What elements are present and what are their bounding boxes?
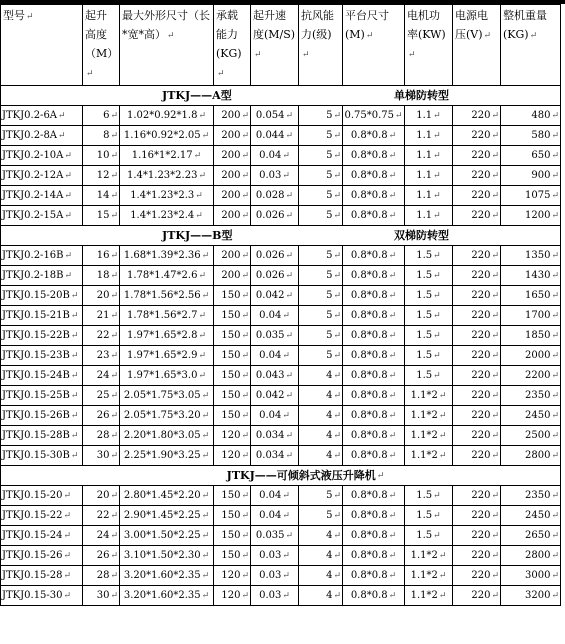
cell-wind-resistance: 5↵ <box>299 506 343 526</box>
section-title: JTKJ——B型 <box>162 228 233 242</box>
cell-wind-resistance: 4↵ <box>299 526 343 546</box>
cell-weight: 2000↵ <box>501 346 561 366</box>
cell-load-capacity: 200↵ <box>214 206 251 226</box>
col-header-lift-speed: 起升速度(M/S)↵ <box>251 5 299 86</box>
cell-load-capacity: 150↵ <box>214 406 251 426</box>
cell-load-capacity: 200↵ <box>214 246 251 266</box>
cell-lift-height: 10↵ <box>83 146 120 166</box>
table-row <box>1 166 561 186</box>
cell-motor-power: 1.1*2↵ <box>405 446 453 466</box>
cell-platform-size: 0.8*0.8↵ <box>343 506 405 526</box>
cell-dimensions: 1.97*1.65*3.0↵ <box>120 366 214 386</box>
cell-wind-resistance: 4↵ <box>299 366 343 386</box>
cell-platform-size: 0.75*0.75↵ <box>343 106 405 126</box>
cell-lift-speed: 0.042↵ <box>251 386 299 406</box>
cell-lift-speed: 0.03↵ <box>251 586 299 606</box>
cell-platform-size: 0.8*0.8↵ <box>343 546 405 566</box>
cell-lift-speed: 0.04↵ <box>251 406 299 426</box>
cell-model: JTKJ0.15-26↵ <box>1 546 83 566</box>
cell-lift-height: 30↵ <box>83 446 120 466</box>
cell-voltage: 220↵ <box>453 206 501 226</box>
cell-model: JTKJ0.15-21B↵ <box>1 306 83 326</box>
cell-weight: 480↵ <box>501 106 561 126</box>
cell-lift-speed: 0.03↵ <box>251 546 299 566</box>
cell-wind-resistance: 5↵ <box>299 326 343 346</box>
col-header-motor-power: 电机功率(KW)↵ <box>405 5 453 86</box>
cell-wind-resistance: 4↵ <box>299 446 343 466</box>
cell-weight: 2450↵ <box>501 406 561 426</box>
cell-platform-size: 0.8*0.8↵ <box>343 566 405 586</box>
section-title-cell <box>1 86 561 106</box>
cell-voltage: 220↵ <box>453 346 501 366</box>
cell-load-capacity: 150↵ <box>214 286 251 306</box>
cell-motor-power: 1.1*2↵ <box>405 586 453 606</box>
table-row <box>1 406 561 426</box>
cell-lift-speed: 0.035↵ <box>251 326 299 346</box>
cell-weight: 3000↵ <box>501 566 561 586</box>
cell-motor-power: 1.1*2↵ <box>405 546 453 566</box>
cell-lift-speed: 0.04↵ <box>251 146 299 166</box>
cell-load-capacity: 200↵ <box>214 126 251 146</box>
table-row <box>1 586 561 606</box>
cell-dimensions: 1.16*0.92*2.05↵ <box>120 126 214 146</box>
section-header-row <box>1 466 561 486</box>
cell-weight: 1430↵ <box>501 266 561 286</box>
cell-lift-speed: 0.054↵ <box>251 106 299 126</box>
cell-motor-power: 1.1*2↵ <box>405 426 453 446</box>
cell-voltage: 220↵ <box>453 146 501 166</box>
cell-lift-speed: 0.04↵ <box>251 306 299 326</box>
cell-weight: 2350↵ <box>501 486 561 506</box>
cell-dimensions: 1.97*1.65*2.9↵ <box>120 346 214 366</box>
cell-lift-height: 26↵ <box>83 406 120 426</box>
cell-dimensions: 2.90*1.45*2.25↵ <box>120 506 214 526</box>
cell-dimensions: 2.05*1.75*3.20↵ <box>120 406 214 426</box>
cell-voltage: 220↵ <box>453 166 501 186</box>
cell-dimensions: 3.20*1.60*2.35↵ <box>120 566 214 586</box>
cell-voltage: 220↵ <box>453 446 501 466</box>
cell-wind-resistance: 4↵ <box>299 406 343 426</box>
cell-dimensions: 1.78*1.47*2.6↵ <box>120 266 214 286</box>
cell-lift-speed: 0.042↵ <box>251 286 299 306</box>
cell-model: JTKJ0.15-20B↵ <box>1 286 83 306</box>
table-row <box>1 506 561 526</box>
cell-load-capacity: 150↵ <box>214 346 251 366</box>
cell-weight: 1850↵ <box>501 326 561 346</box>
cell-load-capacity: 150↵ <box>214 326 251 346</box>
col-header-platform-size: 平台尺寸(M)↵ <box>343 5 405 86</box>
cell-dimensions: 1.68*1.39*2.36↵ <box>120 246 214 266</box>
cell-platform-size: 0.8*0.8↵ <box>343 586 405 606</box>
col-header-load-capacity: 承载能力(KG)↵ <box>214 5 251 86</box>
cell-lift-height: 16↵ <box>83 246 120 266</box>
cell-wind-resistance: 5↵ <box>299 346 343 366</box>
cell-voltage: 220↵ <box>453 426 501 446</box>
cell-voltage: 220↵ <box>453 326 501 346</box>
cell-weight: 1700↵ <box>501 306 561 326</box>
cell-dimensions: 1.4*1.23*2.3↵ <box>120 186 214 206</box>
cell-voltage: 220↵ <box>453 306 501 326</box>
table-row <box>1 306 561 326</box>
cell-lift-height: 8↵ <box>83 126 120 146</box>
cell-lift-speed: 0.043↵ <box>251 366 299 386</box>
cell-voltage: 220↵ <box>453 386 501 406</box>
cell-voltage: 220↵ <box>453 506 501 526</box>
cell-lift-height: 23↵ <box>83 346 120 366</box>
spec-table-body <box>1 5 561 606</box>
cell-motor-power: 1.1↵ <box>405 166 453 186</box>
cell-model: JTKJ0.15-25B↵ <box>1 386 83 406</box>
cell-wind-resistance: 5↵ <box>299 166 343 186</box>
cell-voltage: 220↵ <box>453 366 501 386</box>
cell-lift-speed: 0.04↵ <box>251 506 299 526</box>
cell-lift-height: 24↵ <box>83 526 120 546</box>
cell-motor-power: 1.1↵ <box>405 106 453 126</box>
cell-model: JTKJ0.15-30↵ <box>1 586 83 606</box>
cell-model: JTKJ0.15-24↵ <box>1 526 83 546</box>
cell-motor-power: 1.1↵ <box>405 146 453 166</box>
cell-lift-speed: 0.026↵ <box>251 206 299 226</box>
table-row <box>1 426 561 446</box>
cell-wind-resistance: 5↵ <box>299 126 343 146</box>
cell-weight: 1075↵ <box>501 186 561 206</box>
col-header-model: 型号↵ <box>1 5 83 86</box>
cell-lift-speed: 0.03↵ <box>251 566 299 586</box>
cell-load-capacity: 200↵ <box>214 146 251 166</box>
cell-load-capacity: 150↵ <box>214 506 251 526</box>
cell-lift-speed: 0.035↵ <box>251 526 299 546</box>
cell-lift-speed: 0.034↵ <box>251 446 299 466</box>
cell-dimensions: 2.20*1.80*3.05↵ <box>120 426 214 446</box>
cell-model: JTKJ0.2-8A↵ <box>1 126 83 146</box>
cell-model: JTKJ0.2-15A↵ <box>1 206 83 226</box>
cell-voltage: 220↵ <box>453 486 501 506</box>
cell-load-capacity: 120↵ <box>214 446 251 466</box>
cell-lift-speed: 0.04↵ <box>251 486 299 506</box>
section-header-row <box>1 226 561 246</box>
cell-motor-power: 1.1*2↵ <box>405 406 453 426</box>
cell-motor-power: 1.1*2↵ <box>405 566 453 586</box>
cell-model: JTKJ0.2-18B↵ <box>1 266 83 286</box>
col-header-dimensions: 最大外形尺寸（长*宽*高）↵ <box>120 5 214 86</box>
section-title: JTKJ——A型 <box>162 88 232 102</box>
col-header-voltage: 电源电压(V)↵ <box>453 5 501 86</box>
cell-lift-speed: 0.03↵ <box>251 166 299 186</box>
cell-voltage: 220↵ <box>453 126 501 146</box>
cell-weight: 900↵ <box>501 166 561 186</box>
cell-wind-resistance: 5↵ <box>299 486 343 506</box>
cell-dimensions: 3.10*1.50*2.30↵ <box>120 546 214 566</box>
cell-load-capacity: 200↵ <box>214 186 251 206</box>
cell-load-capacity: 120↵ <box>214 426 251 446</box>
cell-load-capacity: 120↵ <box>214 566 251 586</box>
header-row <box>1 5 561 86</box>
cell-platform-size: 0.8*0.8↵ <box>343 286 405 306</box>
table-row <box>1 206 561 226</box>
cell-lift-height: 24↵ <box>83 366 120 386</box>
cell-lift-height: 21↵ <box>83 306 120 326</box>
cell-model: JTKJ0.15-30B↵ <box>1 446 83 466</box>
cell-lift-height: 6↵ <box>83 106 120 126</box>
cell-model: JTKJ0.15-20↵ <box>1 486 83 506</box>
cell-platform-size: 0.8*0.8↵ <box>343 206 405 226</box>
cell-wind-resistance: 5↵ <box>299 106 343 126</box>
cell-motor-power: 1.5↵ <box>405 346 453 366</box>
cell-lift-height: 28↵ <box>83 426 120 446</box>
table-row <box>1 566 561 586</box>
cell-dimensions: 1.16*1*2.17↵ <box>120 146 214 166</box>
cell-load-capacity: 150↵ <box>214 366 251 386</box>
table-row <box>1 486 561 506</box>
cell-platform-size: 0.8*0.8↵ <box>343 426 405 446</box>
cell-model: JTKJ0.15-22↵ <box>1 506 83 526</box>
cell-lift-speed: 0.026↵ <box>251 266 299 286</box>
cell-dimensions: 3.00*1.50*2.25↵ <box>120 526 214 546</box>
cell-platform-size: 0.8*0.8↵ <box>343 406 405 426</box>
cell-wind-resistance: 5↵ <box>299 306 343 326</box>
col-header-weight: 整机重量(KG)↵ <box>501 5 561 86</box>
cell-motor-power: 1.5↵ <box>405 306 453 326</box>
col-header-wind-resistance: 抗风能力(级)↵ <box>299 5 343 86</box>
table-row <box>1 106 561 126</box>
cell-motor-power: 1.5↵ <box>405 266 453 286</box>
cell-wind-resistance: 4↵ <box>299 546 343 566</box>
cell-dimensions: 2.80*1.45*2.20↵ <box>120 486 214 506</box>
table-row <box>1 366 561 386</box>
cell-voltage: 220↵ <box>453 106 501 126</box>
cell-platform-size: 0.8*0.8↵ <box>343 306 405 326</box>
cell-motor-power: 1.5↵ <box>405 286 453 306</box>
cell-weight: 580↵ <box>501 126 561 146</box>
cell-dimensions: 1.02*0.92*1.8↵ <box>120 106 214 126</box>
cell-wind-resistance: 4↵ <box>299 586 343 606</box>
cell-lift-height: 26↵ <box>83 546 120 566</box>
cell-dimensions: 2.05*1.75*3.05↵ <box>120 386 214 406</box>
cell-lift-height: 15↵ <box>83 206 120 226</box>
cell-lift-speed: 0.028↵ <box>251 186 299 206</box>
cell-lift-height: 22↵ <box>83 506 120 526</box>
section-subtitle: 单梯防转型 <box>394 88 449 102</box>
cell-weight: 2450↵ <box>501 506 561 526</box>
table-row <box>1 346 561 366</box>
cell-lift-speed: 0.04↵ <box>251 346 299 366</box>
cell-model: JTKJ0.2-6A↵ <box>1 106 83 126</box>
cell-motor-power: 1.1↵ <box>405 126 453 146</box>
cell-lift-height: 18↵ <box>83 266 120 286</box>
cell-lift-speed: 0.026↵ <box>251 246 299 266</box>
cell-platform-size: 0.8*0.8↵ <box>343 486 405 506</box>
table-row <box>1 546 561 566</box>
table-row <box>1 286 561 306</box>
cell-weight: 1350↵ <box>501 246 561 266</box>
table-row <box>1 326 561 346</box>
cell-weight: 2800↵ <box>501 446 561 466</box>
cell-platform-size: 0.8*0.8↵ <box>343 246 405 266</box>
cell-voltage: 220↵ <box>453 586 501 606</box>
cell-motor-power: 1.5↵ <box>405 486 453 506</box>
cell-platform-size: 0.8*0.8↵ <box>343 266 405 286</box>
cell-model: JTKJ0.2-14A↵ <box>1 186 83 206</box>
cell-motor-power: 1.5↵ <box>405 326 453 346</box>
cell-dimensions: 1.78*1.56*2.7↵ <box>120 306 214 326</box>
section-title-cell <box>1 466 561 486</box>
cell-platform-size: 0.8*0.8↵ <box>343 326 405 346</box>
table-row <box>1 526 561 546</box>
cell-load-capacity: 200↵ <box>214 166 251 186</box>
cell-platform-size: 0.8*0.8↵ <box>343 386 405 406</box>
cell-load-capacity: 200↵ <box>214 266 251 286</box>
cell-lift-height: 14↵ <box>83 186 120 206</box>
cell-wind-resistance: 5↵ <box>299 286 343 306</box>
cell-voltage: 220↵ <box>453 186 501 206</box>
cell-dimensions: 1.97*1.65*2.8↵ <box>120 326 214 346</box>
cell-voltage: 220↵ <box>453 266 501 286</box>
cell-lift-speed: 0.044↵ <box>251 126 299 146</box>
table-row <box>1 246 561 266</box>
cell-motor-power: 1.1↵ <box>405 206 453 226</box>
cell-platform-size: 0.8*0.8↵ <box>343 166 405 186</box>
cell-platform-size: 0.8*0.8↵ <box>343 346 405 366</box>
cell-model: JTKJ0.15-28B↵ <box>1 426 83 446</box>
cell-wind-resistance: 5↵ <box>299 266 343 286</box>
cell-load-capacity: 150↵ <box>214 526 251 546</box>
section-subtitle: 双梯防转型 <box>394 228 449 242</box>
cell-motor-power: 1.5↵ <box>405 246 453 266</box>
cell-model: JTKJ0.15-22B↵ <box>1 326 83 346</box>
cell-weight: 2800↵ <box>501 546 561 566</box>
cell-model: JTKJ0.15-23B↵ <box>1 346 83 366</box>
cell-weight: 2200↵ <box>501 366 561 386</box>
cell-model: JTKJ0.2-10A↵ <box>1 146 83 166</box>
cell-weight: 2500↵ <box>501 426 561 446</box>
col-header-lift-height: 起升高度（M）↵ <box>83 5 120 86</box>
cell-voltage: 220↵ <box>453 406 501 426</box>
table-row <box>1 266 561 286</box>
cell-lift-height: 25↵ <box>83 386 120 406</box>
spec-table <box>0 4 561 606</box>
cell-load-capacity: 150↵ <box>214 386 251 406</box>
cell-weight: 2350↵ <box>501 386 561 406</box>
table-row <box>1 386 561 406</box>
cell-dimensions: 2.25*1.90*3.25↵ <box>120 446 214 466</box>
cell-dimensions: 3.20*1.60*2.35↵ <box>120 586 214 606</box>
cell-lift-height: 20↵ <box>83 486 120 506</box>
section-title-cell <box>1 226 561 246</box>
cell-weight: 1650↵ <box>501 286 561 306</box>
cell-model: JTKJ0.15-26B↵ <box>1 406 83 426</box>
cell-voltage: 220↵ <box>453 246 501 266</box>
cell-weight: 650↵ <box>501 146 561 166</box>
cell-weight: 1200↵ <box>501 206 561 226</box>
cell-model: JTKJ0.15-28↵ <box>1 566 83 586</box>
cell-lift-height: 30↵ <box>83 586 120 606</box>
table-row <box>1 186 561 206</box>
cell-platform-size: 0.8*0.8↵ <box>343 526 405 546</box>
paragraph-mark: ↵ <box>376 470 385 481</box>
cell-platform-size: 0.8*0.8↵ <box>343 446 405 466</box>
cell-wind-resistance: 4↵ <box>299 426 343 446</box>
cell-voltage: 220↵ <box>453 566 501 586</box>
section-title: JTKJ——可倾斜式液压升降机 <box>226 468 376 482</box>
cell-wind-resistance: 5↵ <box>299 246 343 266</box>
cell-wind-resistance: 4↵ <box>299 566 343 586</box>
cell-load-capacity: 150↵ <box>214 306 251 326</box>
cell-dimensions: 1.4*1.23*2.23↵ <box>120 166 214 186</box>
cell-wind-resistance: 5↵ <box>299 146 343 166</box>
cell-load-capacity: 200↵ <box>214 106 251 126</box>
cell-dimensions: 1.78*1.56*2.56↵ <box>120 286 214 306</box>
cell-motor-power: 1.5↵ <box>405 526 453 546</box>
cell-platform-size: 0.8*0.8↵ <box>343 366 405 386</box>
cell-platform-size: 0.8*0.8↵ <box>343 146 405 166</box>
cell-weight: 3200↵ <box>501 586 561 606</box>
cell-load-capacity: 150↵ <box>214 546 251 566</box>
cell-model: JTKJ0.15-24B↵ <box>1 366 83 386</box>
table-row <box>1 446 561 466</box>
cell-platform-size: 0.8*0.8↵ <box>343 126 405 146</box>
cell-lift-height: 22↵ <box>83 326 120 346</box>
cell-voltage: 220↵ <box>453 546 501 566</box>
section-header-row <box>1 86 561 106</box>
cell-voltage: 220↵ <box>453 286 501 306</box>
cell-lift-height: 12↵ <box>83 166 120 186</box>
cell-motor-power: 1.1*2↵ <box>405 386 453 406</box>
table-row <box>1 146 561 166</box>
cell-lift-speed: 0.034↵ <box>251 426 299 446</box>
cell-model: JTKJ0.2-12A↵ <box>1 166 83 186</box>
cell-model: JTKJ0.2-16B↵ <box>1 246 83 266</box>
cell-platform-size: 0.8*0.8↵ <box>343 186 405 206</box>
cell-lift-height: 28↵ <box>83 566 120 586</box>
cell-weight: 2650↵ <box>501 526 561 546</box>
cell-motor-power: 1.1↵ <box>405 186 453 206</box>
table-row <box>1 126 561 146</box>
cell-load-capacity: 120↵ <box>214 586 251 606</box>
cell-wind-resistance: 5↵ <box>299 206 343 226</box>
cell-lift-height: 20↵ <box>83 286 120 306</box>
cell-load-capacity: 150↵ <box>214 486 251 506</box>
cell-voltage: 220↵ <box>453 526 501 546</box>
cell-motor-power: 1.5↵ <box>405 366 453 386</box>
cell-motor-power: 1.5↵ <box>405 506 453 526</box>
cell-dimensions: 1.4*1.23*2.4↵ <box>120 206 214 226</box>
cell-wind-resistance: 4↵ <box>299 386 343 406</box>
cell-wind-resistance: 5↵ <box>299 186 343 206</box>
